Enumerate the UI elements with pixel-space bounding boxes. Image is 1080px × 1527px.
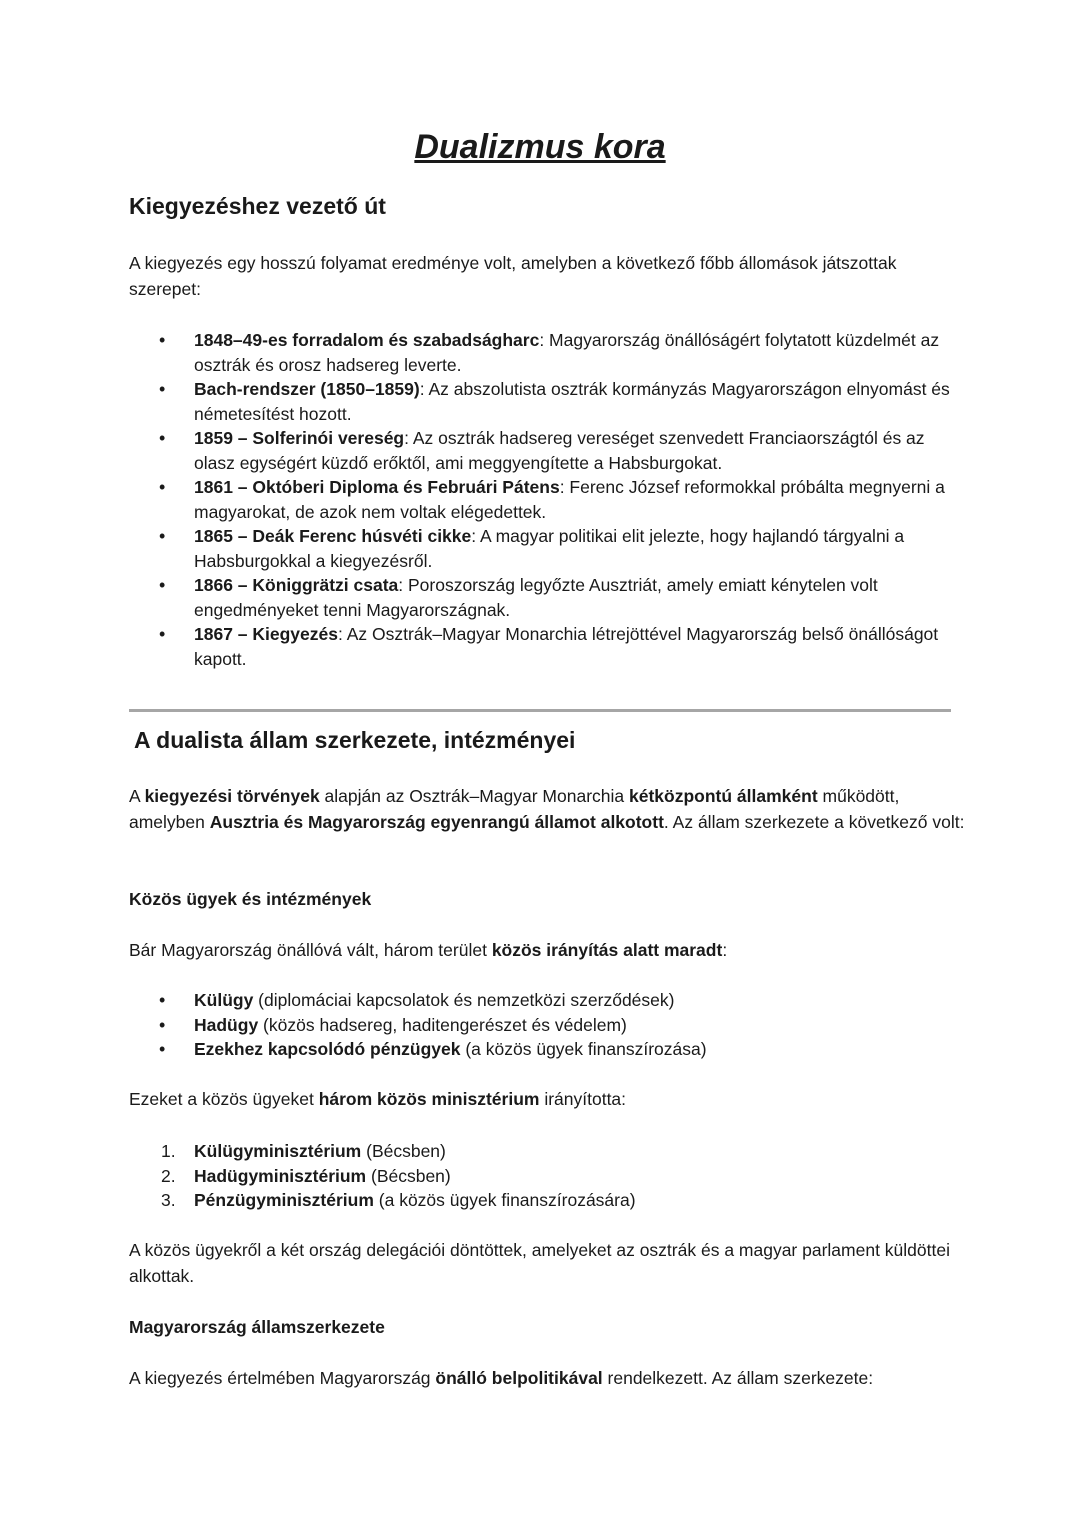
item-text: (a közös ügyek finanszírozása) xyxy=(460,1039,707,1059)
paragraph-text: : xyxy=(722,940,728,960)
list-item xyxy=(129,377,969,426)
paragraph-bold: három közös minisztérium xyxy=(318,1089,540,1109)
bullet-icon: • xyxy=(159,428,166,448)
list-item xyxy=(129,1013,969,1038)
item-term: 1861 – Októberi Diploma és Februári Pátens xyxy=(194,477,560,497)
section-heading-kiegyezes: Kiegyezéshez vezető út xyxy=(129,193,386,219)
item-text: : Ferenc József reformokkal próbálta megnyerni a magyarokat, de azok nem voltak elégedettek. xyxy=(194,477,945,522)
item-number: 2. xyxy=(161,1165,176,1186)
paragraph-text: irányította: xyxy=(539,1089,627,1109)
item-number: 1. xyxy=(161,1141,176,1161)
page-title: Dualizmus kora xyxy=(414,128,666,166)
bullet-icon: • xyxy=(159,990,166,1010)
list-item xyxy=(129,524,969,573)
item-term: Hadügy xyxy=(194,1014,259,1035)
bullet-icon: • xyxy=(159,477,166,497)
timeline-list xyxy=(129,328,969,671)
item-text: : Poroszország legyőzte Ausztriát, amely emiatt kénytelen volt engedményeket tenni Magyarországnak. xyxy=(194,575,878,620)
intro-text: . Az állam szerkezete a következő volt: xyxy=(663,812,965,832)
list-item xyxy=(129,1188,969,1213)
bullet-icon: • xyxy=(159,379,166,399)
item-text: : Az Osztrák–Magyar Monarchia létrejöttével Magyarország belső önállóságot kapott. xyxy=(194,624,939,669)
section-heading-dualista: A dualista állam szerkezete, intézményei xyxy=(134,727,576,753)
intro-text: alapján az Osztrák–Magyar Monarchia xyxy=(319,786,629,806)
item-text: : Az abszolutista osztrák kormányzás Magyarországon elnyomást és németesítést hozott. xyxy=(194,379,950,424)
bullet-icon: • xyxy=(159,575,166,595)
bullet-icon: • xyxy=(159,624,166,644)
list-item xyxy=(129,988,969,1013)
paragraph-text: rendelkezett. Az állam szerkezete: xyxy=(602,1368,874,1388)
paragraph-text: Ezeket a közös ügyeket xyxy=(129,1089,319,1109)
item-text: : A magyar politikai elit jelezte, hogy hajlandó tárgyalni a Habsburgokkal a kiegyezésről. xyxy=(194,526,905,571)
horizontal-divider xyxy=(129,709,951,712)
item-text: (a közös ügyek finanszírozására) xyxy=(373,1190,636,1210)
item-text: (Bécsben) xyxy=(366,1165,451,1186)
subheading-kozos-ugyek: Közös ügyek és intézmények xyxy=(129,889,372,909)
list-item xyxy=(129,426,969,475)
item-term: Bach-rendszer (1850–1859) xyxy=(194,379,420,399)
list-item xyxy=(129,1037,969,1062)
item-text: (Bécsben) xyxy=(361,1141,446,1161)
item-term: 1859 – Solferinói vereség xyxy=(194,428,405,448)
item-term: Pénzügyminisztérium xyxy=(194,1190,374,1210)
paragraph-text: Bár Magyarország önállóvá vált, három terület xyxy=(129,940,492,960)
item-text: (diplomáciai kapcsolatok és nemzetközi szerződések) xyxy=(253,990,675,1010)
paragraph-bold: önálló belpolitikával xyxy=(435,1368,603,1388)
intro-bold: kétközpontú államként xyxy=(629,786,818,806)
intro-bold: kiegyezési törvények xyxy=(144,786,320,806)
common-affairs-list xyxy=(129,988,969,1062)
item-term: Hadügyminisztérium xyxy=(194,1165,367,1186)
item-text: : Magyarország önállóságért folytatott küzdelmét az osztrák és orosz hadsereg leverte. xyxy=(194,330,940,375)
item-term: Külügy xyxy=(194,990,254,1010)
item-term: Külügyminisztérium xyxy=(194,1141,362,1161)
paragraph xyxy=(129,1365,969,1391)
bullet-icon: • xyxy=(159,526,166,546)
item-term: 1867 – Kiegyezés xyxy=(194,624,338,644)
item-term: 1866 – Königgrätzi csata xyxy=(194,575,399,595)
intro-text: működött, amelyben xyxy=(129,786,900,832)
list-item xyxy=(129,328,969,377)
subheading-allamszerkezet: Magyarország államszerkezete xyxy=(129,1317,385,1337)
paragraph xyxy=(129,937,969,963)
bullet-icon: • xyxy=(159,330,166,350)
item-text: (közös hadsereg, haditengerészet és védelem) xyxy=(258,1014,627,1035)
list-item xyxy=(129,622,969,671)
paragraph-bold: közös irányítás alatt maradt xyxy=(491,940,723,960)
list-item xyxy=(129,1164,969,1189)
list-item xyxy=(129,573,969,622)
paragraph xyxy=(129,1086,969,1112)
section-intro: A kiegyezés egy hosszú folyamat eredménye volt, amelyben a következő főbb állomások játszottak szerepet: xyxy=(129,253,897,299)
item-number: 3. xyxy=(161,1190,176,1210)
paragraph: A közös ügyekről a két ország delegációi döntöttek, amelyeket az osztrák és a magyar parlament küldöttei alkottak. xyxy=(129,1240,950,1286)
item-term: 1848–49-es forradalom és szabadságharc xyxy=(194,330,540,350)
bullet-icon: • xyxy=(159,1014,166,1035)
item-term: 1865 – Deák Ferenc húsvéti cikke xyxy=(194,526,472,546)
bullet-icon: • xyxy=(159,1039,166,1059)
paragraph-text: A kiegyezés értelmében Magyarország xyxy=(129,1368,436,1388)
intro-text: A xyxy=(129,786,145,806)
ministries-list xyxy=(129,1139,969,1213)
item-term: Ezekhez kapcsolódó pénzügyek xyxy=(194,1039,461,1059)
list-item xyxy=(129,475,969,524)
intro-bold: Ausztria és Magyarország egyenrangú államot alkotott xyxy=(209,812,664,832)
item-text: : Az osztrák hadsereg vereséget szenvedett Franciaországtól és az olasz egységért küzdő erőktől, ami meggyengítette a Habsburgokat. xyxy=(194,428,925,473)
list-item xyxy=(129,1139,969,1164)
section-intro xyxy=(129,783,969,835)
